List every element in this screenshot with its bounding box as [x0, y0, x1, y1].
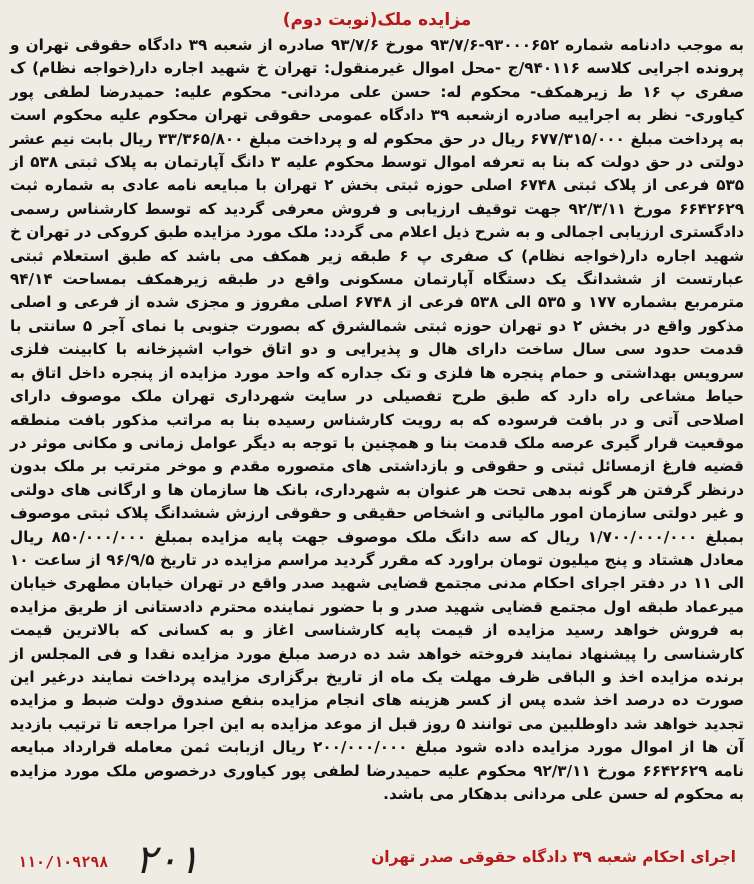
notice-title: مزایده ملک(نوبت دوم) — [282, 10, 472, 30]
notice-body: به موجب دادنامه شماره ۹۳۰۰۰۶۵۲-۹۳/۷/۶ مورخ ۹۳/۷/۶ صادره از شعبه ۳۹ دادگاه حقوقی تهران و پرونده اجرایی کلاسه ۹۴۰۱۱۶/ج -محل اموال غیرمنقول: تهران خ شهید اجاره دار(خواجه نظام) ک صفری پ ۱۶ ط زیرهمکف- محکوم له: حسن علی مردانی- محکوم علیه: حمیدرضا لطفی پور کیاوری- نظر به اجراییه صادره ازشعبه ۳۹ دادگاه عمومی حقوقی تهران محکوم علیه محکوم است به پرداخت مبلغ ۶۷۷/۳۱۵/۰۰۰ ریال در حق محکوم له و پرداخت مبلغ ۳۳/۳۶۵/۸۰۰ ریال بابت نیم عشر دولتی در حق دولت که بنا به تعرفه اموال توسط محکوم علیه ۳ دانگ آپارتمان به پلاک ثبتی ۵۳۸ از ۵۳۵ فرعی از پلاک ثبتی ۶۷۴۸ اصلی حوزه ثبتی بخش ۲ تهران با مبایعه نامه عادی به شماره ثبت ۶۶۴۲۶۲۹ مورخ ۹۲/۳/۱۱ جهت توقیف ارزیابی و فروش معرفی گردید که توسط کارشناس رسمی دادگستری ارزیابی اجمالی و به شرح ذیل اعلام می گردد: ملک مورد مزایده طبق کروکی در تهران خ شهید اجاره دار(خواجه نظام) ک صفری پ ۶ طبقه زیر همکف می باشد که طبق استعلام ثبتی عبارتست از ششدانگ یک دستگاه آپارتمان مسکونی واقع در طبقه زیرهمکف بمساحت ۹۴/۱۴ مترمربع بشماره ۱۷۷ و ۵۳۵ الی ۵۳۸ فرعی از ۶۷۴۸ اصلی مفروز و مجزی شده از فرعی و اصلی مذکور واقع در بخش ۲ دو تهران حوزه ثبتی شمالشرق که بصورت جنوبی با نمای آجر ۵ سانتی با قدمت حدود سی سال ساخت دارای هال و پذیرایی و دو اتاق خواب اشپزخانه با کابینت فلزی سرویس بهداشتی و حمام پنجره ها فلزی و تک جداره که واحد مورد مزایده از پنجره داخل اتاق به حیاط مشاعی راه دارد که طبق طرح تفصیلی در سایت شهرداری تهران ملک موصوف دارای اصلاحی آتی و در بافت فرسوده که به رویت کارشناس رسیده بنا به مراتب مذکور بافت منطقه موقعیت قرار گیری عرصه ملک قدمت بنا و همچنین با توجه به دیگر عوامل زمانی و مکانی موثر در قضیه فارغ ازمسائل ثبتی و حقوقی و بازداشتی های متصوره مقدم و موخر مترتب بر ملک بدون درنظر گرفتن هر گونه بدهی تحت هر عنوان به شهرداری، بانک ها سازمان ها و ارگانی های دولتی و غیر دولتی سازمان امور مالیاتی و اشخاص حقیقی و حقوقی ارزش ششدانگ پلاک ثبتی موصوف بمبلغ ۱/۷۰۰/۰۰۰/۰۰۰ ریال که سه دانگ ملک موصوف جهت پایه مزایده بمبلغ ۸۵۰/۰۰۰/۰۰۰ ریال معادل هشتاد و پنج میلیون تومان براورد که مقرر گردید مراسم مزایده در تاریخ ۹۶/۹/۵ از ساعت ۱۰ الی ۱۱ در دفتر اجرای احکام مدنی مجتمع قضایی شهید صدر واقع در تهران خیابان مطهری خیابان میرعماد طبقه اول مجتمع قضایی شهید صدر و با حضور نماینده محترم دادستانی از طریق مزایده به فروش خواهد رسید مزایده از قیمت پایه کارشناسی اغاز و به کسانی که بالاترین قیمت کارشناسی را پیشنهاد نمایند فروخته خواهد شد ده درصد مبلغ مورد مزایده نقدا و فی المجلس از برنده مزایده اخذ و الباقی ظرف مهلت یک ماه از تاریخ برگزاری مزایده پرداخت نمایند درغیر این صورت ده درصد اخذ شده پس از کسر هزینه های انجام مزایده بنفع صندوق دولت ضبط و مزایده تجدید خواهد شد داوطلبین می توانند ۵ روز قبل از موعد مزایده به این اجرا مراجعه تا ترتیب بازدید آن ها از اموال مورد مزایده داده شود مبلغ ۲۰۰/۰۰۰/۰۰۰ ریال ازبابت ثمن معامله قرارداد مبایعه نامه ۶۶۴۲۶۲۹ مورخ ۹۲/۳/۱۱ محکوم علیه حمیدرضا لطفی پور کیاوری درخصوص ملک مورد مزایده به محکوم له حسن علی مردانی بدهکار می باشد. — [10, 36, 745, 803]
notice-footer — [10, 837, 744, 883]
issuer-signature: اجرای احکام شعبه ۳۹ دادگاه حقوقی صدر تهران — [371, 848, 736, 866]
reference-number: ۱۱۰/۱۰۹۲۹۸ — [18, 853, 109, 871]
handwritten-mark: ۲۰۱ — [135, 837, 200, 883]
